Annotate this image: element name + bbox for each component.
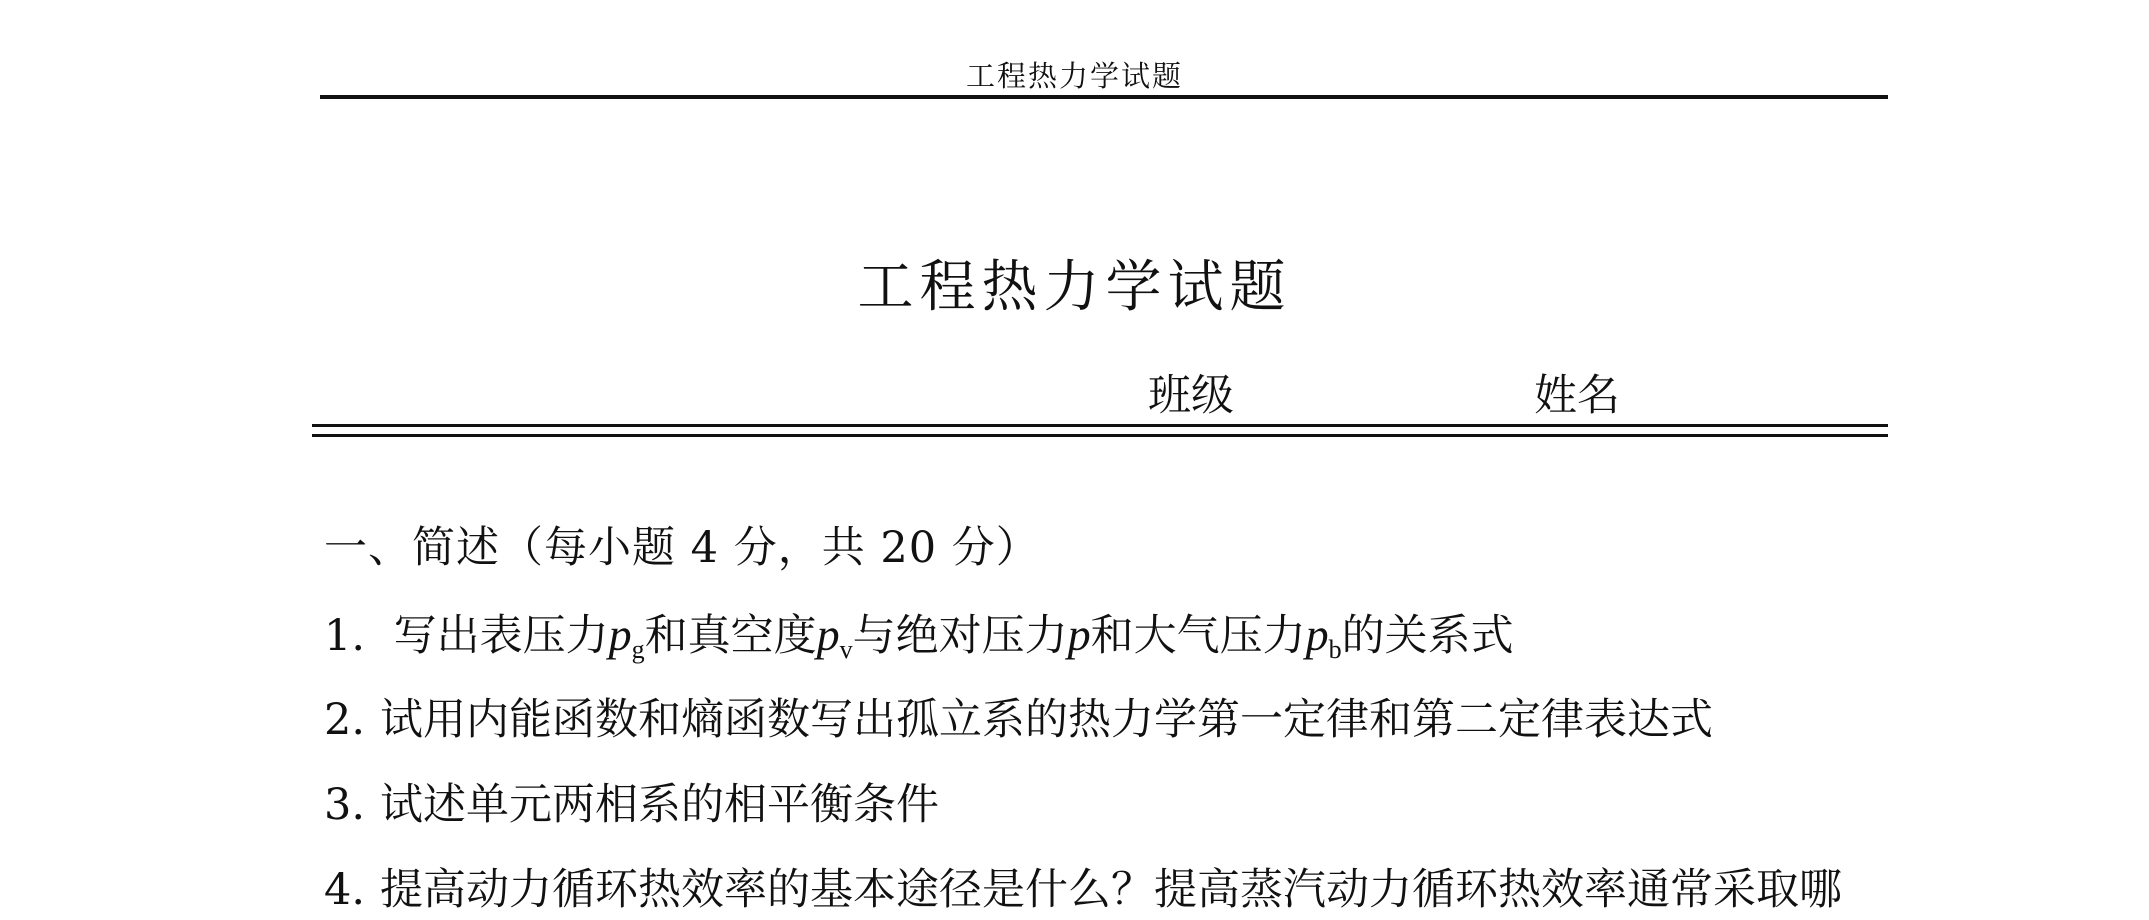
question-text: 试用内能函数和熵函数写出孤立系的热力学第一定律和第二定律表达式 [380,695,1713,745]
student-info [1148,366,1882,426]
question-3 [324,775,939,835]
pressure-variable: p [1067,609,1091,660]
question-text: 与绝对压力 [852,611,1068,661]
pressure-variable: p [608,609,632,660]
question-text: 和真空度 [644,611,817,661]
question-text: 提高动力循环热效率的基本途径是什么？提高蒸汽动力循环热效率通常采取哪 [380,865,1842,915]
name-blank [1622,380,1882,426]
class-label: 班级 [1148,371,1234,421]
question-4 [324,860,1842,920]
subscript: g [631,635,645,664]
question-number: 2. [324,695,366,745]
question-text: 写出表压力 [393,611,609,661]
running-header: 工程热力学试题 [965,59,1183,93]
subscript: b [1328,635,1342,664]
pressure-variable: p [1305,609,1329,660]
question-number: 1. [324,611,366,661]
header-rule [320,95,1888,99]
question-text: 试述单元两相系的相平衡条件 [380,780,939,830]
question-text: 的关系式 [1341,611,1514,661]
question-2 [324,690,1713,750]
subscript: v [839,635,853,664]
question-number: 4. [324,865,366,915]
section-heading: 一、简述（每小题 4 分，共 20 分） [324,523,1040,573]
question-text: 和大气压力 [1090,611,1306,661]
question-number: 3. [324,780,366,830]
double-rule-divider [312,424,1888,437]
class-blank [1236,380,1496,426]
question-1 [324,605,1514,680]
pressure-variable: p [816,609,840,660]
page-title: 工程热力学试题 [857,255,1292,320]
name-label: 姓名 [1534,371,1620,421]
